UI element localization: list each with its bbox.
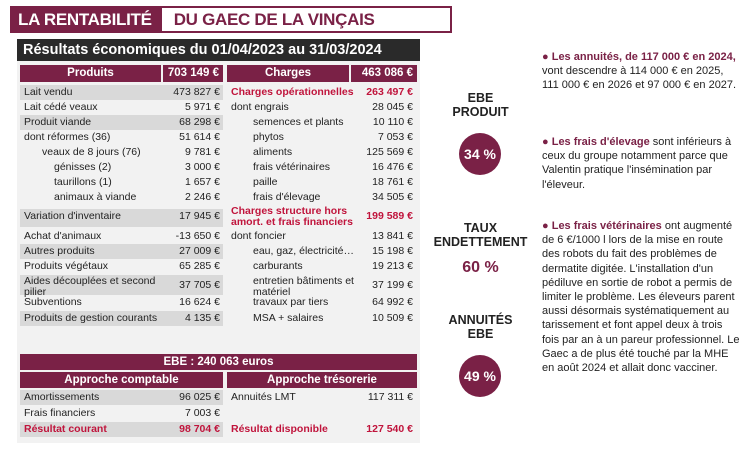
ratio-value: 49 %: [459, 355, 501, 397]
tresorerie-row-label: Annuités LMT: [231, 391, 296, 403]
charge-row-label: frais vétérinaires: [253, 161, 331, 173]
produit-row: [20, 295, 223, 310]
ratio-block: [428, 91, 533, 119]
article-header: [10, 6, 452, 33]
charge-row-value: 19 213 €: [372, 260, 413, 272]
ratio-block: [428, 313, 533, 341]
produit-row-value: -13 650 €: [175, 230, 220, 242]
charge-row: [227, 311, 417, 326]
charge-row-value: 10 110 €: [372, 116, 413, 128]
produit-row-label: dont réformes (36): [24, 131, 111, 143]
produit-row-value: 68 298 €: [179, 116, 220, 128]
produit-row-label: Aides découplées et second pilier: [24, 275, 156, 298]
charge-row: [227, 295, 417, 310]
tresorerie-row: [227, 422, 417, 437]
charge-row-value: 199 589 €: [366, 209, 413, 222]
produit-row: [20, 130, 223, 145]
charge-row-label: aliments: [253, 146, 293, 158]
charge-row-label: frais d'élevage: [253, 191, 321, 203]
tresorerie-row: [227, 390, 417, 405]
charge-row-label: travaux par tiers: [253, 296, 329, 308]
charge-row-value: 18 761 €: [372, 176, 413, 188]
note-frais-elevage-text: sont inférieurs à ceux du groupe notamment parce que Valentin pratique l'insémination par l'éleveur.: [542, 136, 732, 191]
approche-comptable-header: Approche comptable: [20, 372, 223, 388]
produit-row: [20, 175, 223, 190]
charge-row-label: semences et plants: [253, 116, 344, 128]
comptable-row-label: Frais financiers: [24, 407, 96, 419]
charge-row: [227, 100, 417, 115]
produit-row-label: taurillons (1): [54, 176, 112, 188]
charge-row: [227, 115, 417, 130]
produit-row: [20, 160, 223, 175]
produit-row-value: 65 285 €: [179, 260, 220, 272]
produit-row-label: Produits végétaux: [24, 260, 109, 272]
produit-row-label: Autres produits: [24, 245, 95, 257]
charge-row-label: dont engrais: [231, 101, 289, 113]
ratio-line2: ENDETTEMENT: [433, 235, 528, 249]
charge-row-value: 125 569 €: [366, 146, 413, 158]
produit-row: [20, 311, 223, 326]
charge-row-label: eau, gaz, électricité…: [253, 245, 354, 257]
produit-row: [20, 115, 223, 130]
note-frais-veterinaires-text: ont augmenté de 6 €/1000 l lors de la mise en route des robots du fait des problèmes de dermatite digitée. L'installation d'un pédiluve en sortie de robot a permis de limiter le problème. Les éleveurs parent aussi désormais systématiquement au tarissement et font appel deux à trois fois par an à un pareur professionnel. Le Gaec a de plus été touché par la MHE en août 2024 et allait donc vacciner.: [542, 220, 740, 375]
ratio-block: [428, 221, 533, 249]
approche-tresorerie-header: Approche trésorerie: [227, 372, 417, 388]
produit-row-value: 473 827 €: [173, 86, 220, 98]
ratio-line1: TAUX: [463, 221, 498, 235]
charge-row: [227, 175, 417, 190]
tresorerie-row-value: 127 540 €: [366, 423, 413, 435]
ratio-value: 34 %: [459, 133, 501, 175]
charge-row-value: 10 509 €: [372, 312, 413, 324]
note-annuites: [542, 50, 742, 93]
produit-row: [20, 85, 223, 100]
produit-row-label: Variation d'inventaire: [24, 210, 121, 222]
results-title: Résultats économiques du 01/04/2023 au 31/03/2024: [17, 39, 420, 61]
comptable-row: [20, 406, 223, 421]
bullet-icon: ●: [542, 136, 549, 148]
produit-row: [20, 259, 223, 274]
produit-row: [20, 100, 223, 115]
produit-row-value: 27 009 €: [179, 245, 220, 257]
charge-row-value: 64 992 €: [372, 296, 413, 308]
comptable-row-value: 98 704 €: [179, 423, 220, 435]
produit-row-value: 37 705 €: [179, 278, 220, 291]
charges-total: 463 086 €: [351, 65, 417, 82]
produit-row: [20, 229, 223, 244]
produit-row: [20, 190, 223, 205]
charge-row-label: Charges structure hors amort. et frais financiers: [231, 205, 353, 228]
comptable-row-value: 7 003 €: [184, 407, 220, 419]
charge-row-label: Charges opérationnelles: [231, 86, 354, 98]
charge-row: [227, 229, 417, 244]
charge-row: [227, 244, 417, 259]
charge-row-value: 7 053 €: [377, 131, 413, 143]
produits-total: 703 149 €: [163, 65, 223, 82]
produit-row-label: Lait vendu: [24, 86, 73, 98]
comptable-row-label: Résultat courant: [24, 423, 107, 435]
header-title-part2: DU GAEC DE LA VINÇAIS: [160, 6, 452, 33]
produits-header: Produits: [20, 65, 161, 82]
note-annuites-highlight: Les annuités, de 117 000 € en 2024,: [551, 51, 736, 63]
charge-row: [227, 275, 417, 298]
comptable-row: [20, 422, 223, 437]
charge-row: [227, 190, 417, 205]
charge-row: [227, 130, 417, 145]
charge-row-label: MSA + salaires: [253, 312, 324, 324]
produit-row-label: Produits de gestion courants: [24, 312, 158, 324]
charge-row: [227, 205, 417, 227]
ebe-banner: EBE : 240 063 euros: [20, 354, 417, 370]
produit-row-label: génisses (2): [54, 161, 112, 173]
charge-row-label: paille: [253, 176, 278, 188]
produit-row: [20, 275, 223, 298]
produit-row-label: Lait cédé veaux: [24, 101, 98, 113]
charge-row: [227, 145, 417, 160]
charge-row-value: 13 841 €: [372, 230, 413, 242]
charge-row-label: dont foncier: [231, 230, 286, 242]
charge-row-value: 263 497 €: [366, 86, 413, 98]
note-frais-veterinaires-highlight: Les frais vétérinaires: [551, 220, 662, 232]
produit-row-value: 3 000 €: [184, 161, 220, 173]
produit-row: [20, 209, 223, 227]
produit-row-label: Produit viande: [24, 116, 92, 128]
produit-row-value: 1 657 €: [184, 176, 220, 188]
ratio-value: 60 %: [462, 259, 499, 276]
produit-row-value: 17 945 €: [179, 210, 220, 222]
header-title-part1: LA RENTABILITÉ: [10, 6, 160, 33]
produit-row-label: Subventions: [24, 296, 82, 308]
produit-row: [20, 244, 223, 259]
note-annuites-text: vont descendre à 114 000 € en 2025, 111 000 € en 2026 et 97 000 € en 2027.: [542, 65, 737, 92]
comptable-row-label: Amortissements: [24, 391, 100, 403]
charges-header: Charges: [227, 65, 349, 82]
charge-row: [227, 85, 417, 100]
produit-row-label: animaux à viande: [54, 191, 137, 203]
tresorerie-row-value: 117 311 €: [367, 391, 413, 403]
bullet-icon: ●: [542, 220, 549, 232]
note-frais-veterinaires: [542, 219, 742, 375]
produit-row-value: 16 624 €: [179, 296, 220, 308]
bullet-icon: ●: [542, 51, 549, 63]
note-frais-elevage: [542, 135, 742, 192]
charge-row-value: 15 198 €: [372, 245, 413, 257]
tresorerie-row-label: Résultat disponible: [231, 423, 328, 435]
produit-row-value: 5 971 €: [184, 101, 220, 113]
charge-row-label: phytos: [253, 131, 284, 143]
charge-row-value: 34 505 €: [372, 191, 413, 203]
ratio-line1: EBE: [467, 91, 494, 105]
charge-row-label: entretien bâtiments et matériel: [253, 275, 354, 298]
charge-row-value: 16 476 €: [372, 161, 413, 173]
charge-row: [227, 259, 417, 274]
ratio-line1: ANNUITÉS: [448, 313, 513, 327]
ratio-line2: EBE: [467, 327, 494, 341]
ratio-line2: PRODUIT: [452, 105, 509, 119]
produit-row: [20, 145, 223, 160]
results-panel: [17, 39, 420, 443]
produit-row-value: 9 781 €: [184, 146, 220, 158]
charge-row-label: carburants: [253, 260, 303, 272]
note-frais-elevage-highlight: Les frais d'élevage: [551, 136, 650, 148]
charge-row-value: 37 199 €: [372, 278, 413, 291]
produit-row-value: 2 246 €: [184, 191, 220, 203]
comptable-row-value: 96 025 €: [179, 391, 220, 403]
produit-row-value: 4 135 €: [184, 312, 220, 324]
produit-row-value: 51 614 €: [179, 131, 220, 143]
charge-row-value: 28 045 €: [372, 101, 413, 113]
charge-row: [227, 160, 417, 175]
produit-row-label: veaux de 8 jours (76): [42, 146, 141, 158]
comptable-row: [20, 390, 223, 405]
produit-row-label: Achat d'animaux: [24, 230, 102, 242]
